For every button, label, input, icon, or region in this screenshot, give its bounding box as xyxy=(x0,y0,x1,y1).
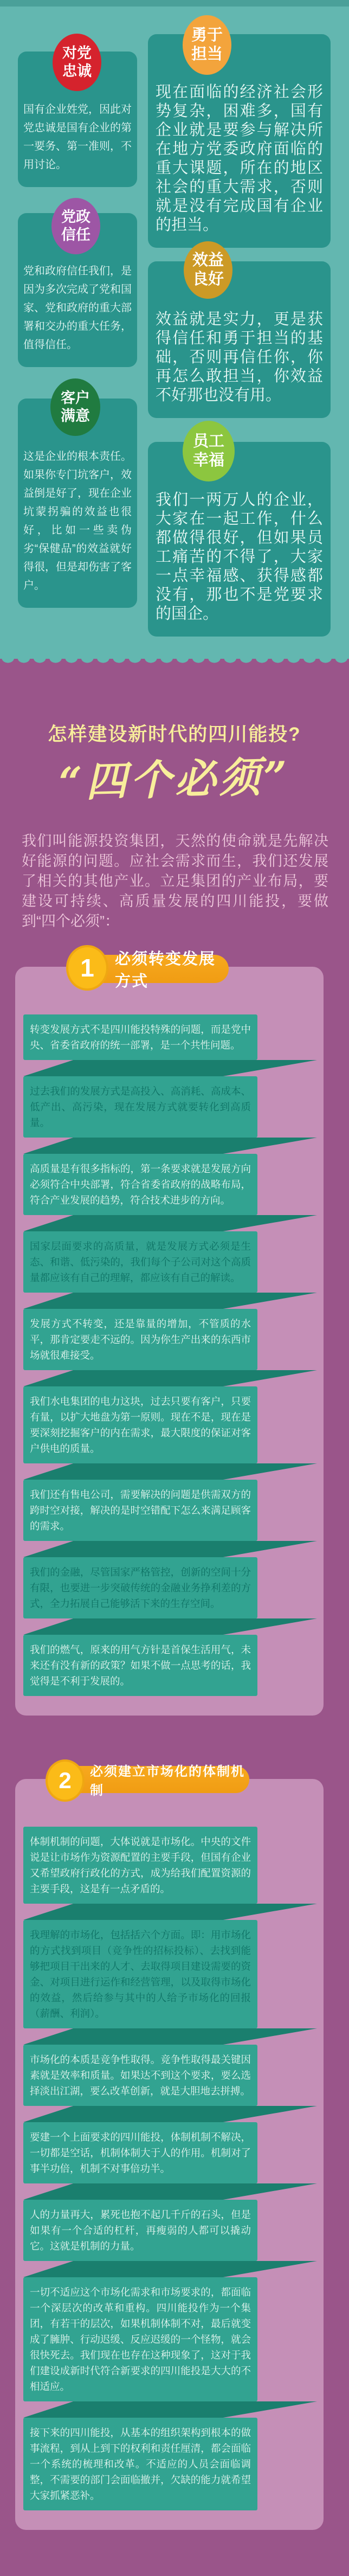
section-title: 必须建立市场化的体制机制 xyxy=(90,1764,245,1798)
connector-ribbon xyxy=(23,1904,317,1920)
quote-box: 我们的金融，尽管国家严格管控，创新的空间十分有限，也要进一步突破传统的金融业务挣利差的方式，全力拓展自己能够活下来的生存空间。 xyxy=(23,1557,257,1618)
badge-line: 员工 xyxy=(192,433,224,450)
value-badge-courage xyxy=(183,15,231,75)
quote-box: 过去我们的发展方式是高投入、高消耗、高成本、低产出、高污染，现在发展方式就要转化到高质量。 xyxy=(23,1076,257,1138)
value-card-text: 效益就是实力，更是获得信任和勇于担当的基础，否则再信任你，你再怎么敢担当，你效益不好那也没有用。 xyxy=(156,311,323,404)
badge-line: 信任 xyxy=(61,227,91,243)
section-title-banner-2 xyxy=(61,1764,249,1798)
quote-box: 我理解的市场化，包括括六个方面。即：用市场化的方式找到项目（竞争性的招标投标）、去找到能够把项目干出来的人才、去取得项目建设需要的资金、对项目进行运作和经营管理，以及取得市场化的效益，然后给参与其中的人给予市场化的回报（薪酬、利润）。 xyxy=(23,1920,257,2028)
quote-box: 我们的燃气，原来的用气方针是首保生活用气，未来还有没有新的政策？如果不做一点思考的话，我觉得是不利于发展的。 xyxy=(23,1635,257,1696)
section-number-badge-2 xyxy=(46,1759,85,1802)
value-badge-party-loyalty xyxy=(53,34,101,91)
quote-box: 要建一个上面要求的四川能投，体制机制不解决，一切都是空话，机制体制大于人的作用。机制对了事半功倍，机制不对事倍功半。 xyxy=(23,2122,257,2183)
value-card-text: 我们一两万人的企业，大家在一起工作，什么都做得很好，但如果员工痛苦的不得了，大家一点幸福感、获得感都没有，那也不是党要求的国企。 xyxy=(156,491,323,622)
value-card-courage xyxy=(148,34,331,248)
value-badge-customer-satisfaction xyxy=(50,378,100,436)
section-1-panel xyxy=(15,967,324,1716)
connector-ribbon xyxy=(23,2401,317,2418)
badge-line: 对党 xyxy=(62,45,92,61)
quote-box: 体制机制的问题，大体说就是市场化。中央的文件说是让市场作为资源配置的主要手段，但国有企业又希望政府行政化的方式，成为给我们配置资源的主要手段，这是有一点矛盾的。 xyxy=(23,1827,257,1904)
quote-box: 国家层面要求的高质量，就是发展方式必须是生态、和谐、低污染的，我们每个子公司对这个高质量都应该有自己的理解，都应该有自己的解读。 xyxy=(23,1231,257,1293)
value-card-text: 这是企业的根本责任。如果你专门坑客户，效益倒是好了，现在企业坑蒙拐骗的效益也很好，比如一些卖伪劣“保健品”的效益就好得很，但是却伤害了客户。 xyxy=(23,451,132,592)
section-number: 2 xyxy=(59,1768,72,1793)
scalloped-divider xyxy=(0,658,349,664)
values-section xyxy=(0,0,349,659)
quote-box: 接下来的四川能投，从基本的组织架构到根本的做事流程，到从上到下的权利和责任厘清，都会面临一个系统的梳理和改革。不适应的人员会面临调整，不需要的部门会面临撤并，欠缺的能力就希望大家抓紧恶补。 xyxy=(23,2418,257,2510)
badge-line: 担当 xyxy=(191,46,223,63)
section-number: 1 xyxy=(80,954,94,982)
badge-line: 效益 xyxy=(192,252,224,269)
badge-line: 幸福 xyxy=(192,452,224,469)
value-card-text: 党和政府信任我们，是因为多次完成了党和国家、党和政府的重大部署和交办的重大任务，值得信任。 xyxy=(23,265,132,351)
connector-ribbon xyxy=(23,2183,317,2200)
connector-ribbon xyxy=(23,1541,317,1557)
quote-box: 高质量是有很多指标的，第一条要求就是发展方向必须符合中央部署，符合省委省政府的战略布局，符合产业发展的趋势，符合技术进步的方向。 xyxy=(23,1154,257,1215)
connector-ribbon xyxy=(23,2106,317,2122)
four-musts-section xyxy=(0,659,349,2576)
quote-box: 我们水电集团的电力这块，过去只要有客户，只要有量，以扩大地盘为第一原则。现在不是，现在是要深刻挖掘客户的内在需求，最大限度的保证对客户供电的质量。 xyxy=(23,1386,257,1463)
value-badge-good-returns xyxy=(184,241,232,299)
top-edge-strip xyxy=(0,0,349,7)
quote-box: 一切不适应这个市场化需求和市场要求的，都面临一个深层次的改革和重构。四川能投作为一个集团，有若干的层次，如果机制体制不对，最后就变成了臃肿、行动迟缓、反应迟缓的一个怪物，就会很快死去。我们现在也存在这种现象了，这对于我们建设成新时代符合新要求的四川能投是大大的不相适应。 xyxy=(23,2277,257,2401)
value-badge-employee-happiness xyxy=(183,421,235,481)
badge-line: 勇于 xyxy=(191,27,223,44)
section-question-title: 怎样建设新时代的四川能投? xyxy=(48,724,301,745)
quote-box: 人的力量再大，累死也抱不起几千斤的石头，但是如果有一个合适的杠杆，再瘦弱的人都可以撬动它。这就是机制的力量。 xyxy=(23,2200,257,2261)
value-card-text: 国有企业姓党，因此对党忠诚是国有企业的第一要务、第一准则，不用讨论。 xyxy=(23,104,132,171)
intro-paragraph: 我们叫能源投资集团，天然的使命就是先解决好能源的问题。应社会需求而生，我们还发展了相关的其他产业。立足集团的产业布局，要建设可持续、高质量发展的四川能投，要做到“四个必须”： xyxy=(22,833,328,929)
badge-line: 良好 xyxy=(192,271,224,288)
section-title: 必须转变发展方式 xyxy=(115,950,216,990)
connector-ribbon xyxy=(23,1463,317,1480)
badge-line: 满意 xyxy=(61,408,90,424)
section-2-panel xyxy=(15,1779,324,2530)
connector-ribbon xyxy=(23,1215,317,1231)
connector-ribbon xyxy=(23,1370,317,1386)
section-number-badge-1 xyxy=(66,945,108,991)
four-musts-calligraphy: “四个必须” xyxy=(58,752,291,807)
connector-ribbon xyxy=(23,1618,317,1635)
connector-ribbon xyxy=(23,1138,317,1154)
value-card-employee-happiness xyxy=(148,442,331,637)
quote-box: 市场化的本质是竞争性取得。竞争性取得最关键因素就是效率和质量。如果达不到这个要求，要么选择淡出江湖，要么改革创新，就是大胆地去拼搏。 xyxy=(23,2045,257,2106)
connector-ribbon xyxy=(23,1060,317,1076)
value-card-good-returns xyxy=(148,261,331,418)
connector-ribbon xyxy=(23,2261,317,2277)
badge-line: 党政 xyxy=(61,209,91,225)
quote-box: 发展方式不转变，还是靠量的增加，不管质的水平，那肯定要走不远的。因为你生产出来的东西市场就很难接受。 xyxy=(23,1309,257,1370)
value-badge-government-trust xyxy=(51,198,100,254)
badge-line: 忠诚 xyxy=(62,63,92,79)
quote-box: 我们还有售电公司，需要解决的问题是供需双方的跨时空对接，解决的是时空错配下怎么来满足顾客的需求。 xyxy=(23,1480,257,1541)
value-card-text: 现在面临的经济社会形势复杂，困难多，国有企业就是要参与解决所在地方党委政府面临的重大课题，所在的地区社会的重大需求，否则就是没有完成国有企业的担当。 xyxy=(156,83,323,234)
connector-ribbon xyxy=(23,1293,317,1309)
connector-ribbon xyxy=(23,2028,317,2045)
badge-line: 客户 xyxy=(61,390,90,406)
quote-box: 转变发展方式不是四川能投特殊的问题，而是党中央、省委省政府的统一部署，是一个共性问题。 xyxy=(23,1014,257,1060)
